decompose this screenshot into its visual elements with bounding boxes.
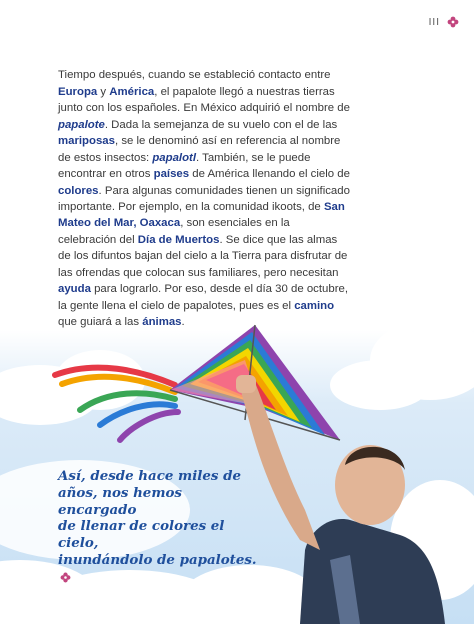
text-run: . Se dice que las almas de los difuntos bajan del cielo a la Tierra para disfrutar de las ofrendas que colocan sus familiares, pero necesitan	[58, 233, 348, 279]
caption-quote	[58, 468, 258, 586]
caption-line: Así, desde hace miles de	[58, 468, 241, 484]
flower-icon	[60, 572, 71, 583]
emphasis-word: mariposas	[58, 135, 115, 148]
emphasis-word: países	[153, 168, 190, 181]
text-run: . También, se le puede encontrar en otros	[58, 151, 311, 181]
page-number: III	[428, 17, 440, 28]
text-run: para lograrlo. Por eso, desde el día 30 de octubre, la gente llena el cielo de papalotes, pues es el	[58, 283, 349, 312]
text-run: .	[181, 316, 185, 329]
text-run: , son esenciales en la celebración del	[58, 217, 290, 246]
emphasis-word: América	[109, 85, 155, 98]
body-paragraph	[58, 67, 350, 330]
emphasis-word: ánimas	[142, 316, 182, 329]
text-run: . Dada la semejanza de su vuelo con el de las	[104, 118, 338, 131]
emphasis-word: camino	[294, 299, 335, 312]
text-run: , se le denominó así en referencia al nombre de estos insectos:	[58, 135, 341, 164]
italic-term: papalote	[58, 118, 105, 131]
text-run: , el papalote llegó a nuestras tierras junto con los españoles. En México adquirió el nombre de	[58, 85, 350, 115]
text-run: y	[97, 85, 110, 98]
flower-icon	[447, 16, 459, 28]
emphasis-word: ayuda	[58, 283, 91, 296]
text-run: que guiará a las	[58, 316, 143, 329]
caption-line: inundándolo de papalotes.	[58, 551, 257, 568]
caption-line: años, nos hemos encargado	[58, 484, 182, 518]
text-run: . Para algunas comunidades tienen un significado importante. Por ejemplo, en la comunidad ikoots, de	[58, 184, 350, 214]
emphasis-word: Día de Muertos	[137, 233, 220, 246]
caption-line: de llenar de colores el cielo,	[58, 518, 225, 552]
emphasis-word: Europa	[58, 85, 98, 98]
emphasis-word: San Mateo del Mar, Oaxaca	[58, 201, 345, 230]
text-run: Tiempo después, cuando se estableció contacto entre	[58, 69, 331, 82]
italic-term: papalotl	[152, 151, 197, 164]
emphasis-word: colores	[58, 184, 99, 197]
text-run: de América llenando el cielo de	[189, 168, 350, 181]
